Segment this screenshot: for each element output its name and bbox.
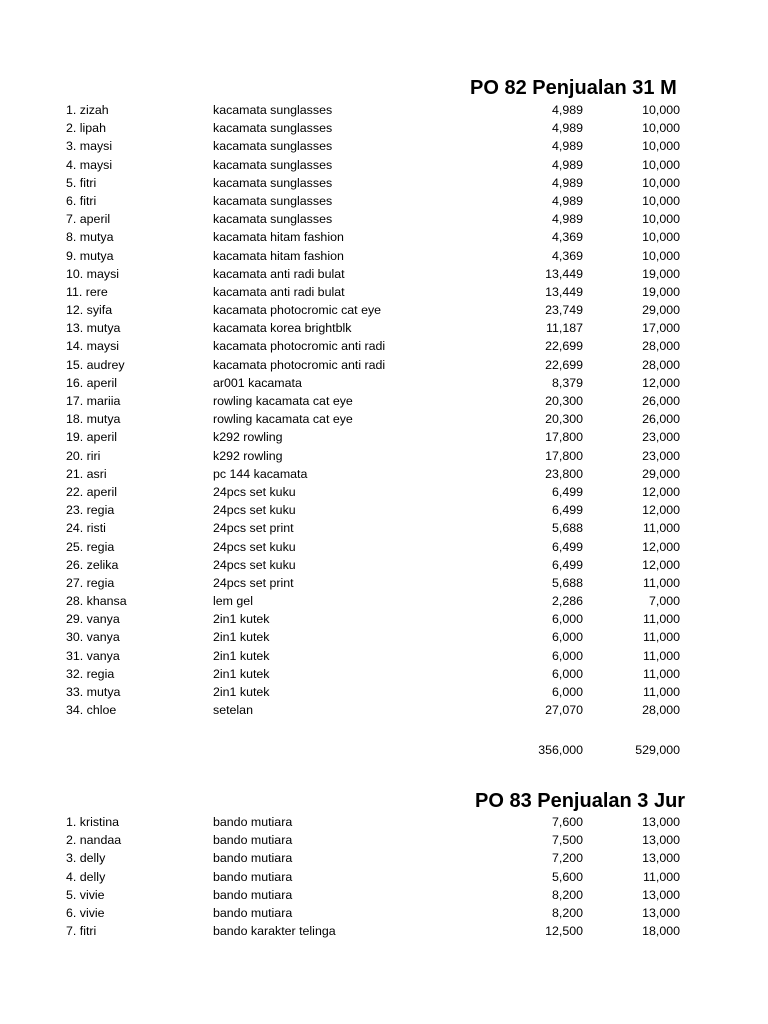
table-row [0, 447, 768, 465]
price-value: 29,000 [642, 303, 680, 318]
customer-name: 7. aperil [66, 212, 111, 227]
cost-value: 13,449 [545, 284, 583, 299]
cost-value: 27,070 [545, 703, 583, 718]
cost-value: 6,499 [551, 539, 583, 554]
po82-title: PO 82 Penjualan 31 M [470, 77, 677, 99]
customer-name: 16. aperil [66, 375, 117, 390]
price-value: 18,000 [642, 924, 680, 939]
table-row [0, 283, 768, 301]
table-row [0, 501, 768, 519]
price-value: 10,000 [642, 248, 680, 263]
customer-name: 29. vanya [66, 612, 120, 627]
price-value: 11,000 [643, 685, 680, 699]
price-value: 13,000 [642, 851, 680, 866]
table-row [0, 904, 768, 922]
price-value: 17,000 [642, 321, 680, 336]
table-row [0, 374, 768, 392]
customer-name: 15. audrey [66, 357, 125, 372]
cost-value: 8,379 [551, 375, 583, 390]
table-row [0, 392, 768, 410]
table-row [0, 101, 768, 119]
price-value: 12,000 [642, 484, 680, 499]
price-value: 10,000 [642, 193, 680, 208]
item-name: kacamata sunglasses [213, 121, 333, 136]
price-value: 7,000 [648, 594, 680, 609]
cost-value: 4,989 [551, 103, 583, 117]
cost-value: 6,000 [551, 648, 583, 663]
item-name: bando mutiara [213, 851, 293, 866]
price-value: 11,000 [643, 869, 680, 884]
customer-name: 6. vivie [66, 905, 105, 920]
table-row [0, 428, 768, 446]
item-name: kacamata photocromic anti radi [213, 357, 386, 372]
item-name: kacamata sunglasses [213, 157, 333, 172]
price-value: 12,000 [642, 539, 680, 554]
po82-total-cost: 356,000 [538, 743, 583, 757]
customer-name: 5. fitri [66, 175, 97, 190]
table-row [0, 228, 768, 246]
cost-value: 8,200 [551, 887, 583, 902]
cost-value: 13,449 [545, 266, 583, 281]
item-name: 24pcs set print [213, 521, 294, 536]
item-name: 24pcs set kuku [213, 539, 296, 554]
customer-name: 7. fitri [66, 924, 97, 939]
table-row [0, 192, 768, 210]
price-value: 13,000 [642, 905, 680, 920]
customer-name: 18. mutya [66, 412, 121, 427]
item-name: lem gel [213, 594, 253, 609]
item-name: 2in1 kutek [213, 630, 270, 645]
table-row [0, 628, 768, 646]
customer-name: 4. maysi [66, 157, 113, 172]
item-name: kacamata photocromic cat eye [213, 303, 382, 318]
item-name: 24pcs set kuku [213, 557, 296, 572]
customer-name: 32. regia [66, 666, 115, 681]
table-row [0, 647, 768, 665]
item-name: ar001 kacamata [213, 375, 302, 390]
table-row [0, 247, 768, 265]
cost-value: 7,600 [551, 815, 583, 829]
price-value: 10,000 [642, 157, 680, 172]
customer-name: 5. vivie [66, 887, 105, 902]
customer-name: 22. aperil [66, 484, 117, 499]
item-name: kacamata hitam fashion [213, 248, 344, 263]
cost-value: 20,300 [545, 412, 583, 427]
price-value: 28,000 [642, 339, 680, 354]
cost-value: 11,187 [546, 321, 583, 336]
item-name: setelan [213, 703, 253, 718]
customer-name: 27. regia [66, 575, 115, 590]
item-name: rowling kacamata cat eye [213, 412, 353, 427]
customer-name: 6. fitri [66, 193, 97, 208]
cost-value: 6,499 [551, 484, 583, 499]
price-value: 19,000 [642, 266, 680, 281]
item-name: kacamata sunglasses [213, 212, 333, 227]
table-row [0, 592, 768, 610]
customer-name: 9. mutya [66, 248, 114, 263]
customer-name: 14. maysi [66, 339, 120, 354]
table-row [0, 356, 768, 374]
price-value: 12,000 [642, 557, 680, 572]
price-value: 10,000 [642, 139, 680, 154]
customer-name: 31. vanya [66, 648, 120, 663]
cost-value: 8,200 [551, 905, 583, 920]
table-row [0, 831, 768, 849]
customer-name: 21. asri [66, 466, 107, 481]
price-value: 28,000 [642, 703, 680, 718]
cost-value: 23,800 [545, 466, 583, 481]
cost-value: 4,989 [551, 139, 583, 154]
table-row [0, 465, 768, 483]
cost-value: 5,600 [551, 869, 583, 884]
cost-value: 17,800 [545, 430, 583, 445]
cost-value: 5,688 [551, 575, 583, 590]
cost-value: 4,369 [551, 230, 583, 245]
item-name: bando mutiara [213, 815, 293, 829]
item-name: kacamata photocromic anti radi [213, 339, 386, 354]
cost-value: 6,000 [551, 630, 583, 645]
po82-rows [0, 101, 768, 719]
item-name: 2in1 kutek [213, 648, 270, 663]
customer-name: 13. mutya [66, 321, 121, 336]
price-value: 11,000 [643, 648, 680, 663]
price-value: 10,000 [642, 175, 680, 190]
cost-value: 22,699 [545, 357, 583, 372]
price-value: 12,000 [642, 375, 680, 390]
customer-name: 8. mutya [66, 230, 114, 245]
table-row [0, 574, 768, 592]
price-value: 13,000 [642, 833, 680, 848]
table-row [0, 137, 768, 155]
customer-name: 11. rere [66, 284, 108, 299]
cost-value: 7,200 [551, 851, 583, 866]
item-name: pc 144 kacamata [213, 466, 308, 481]
item-name: bando mutiara [213, 887, 293, 902]
table-row [0, 538, 768, 556]
po83-title: PO 83 Penjualan 3 Jur [475, 790, 686, 812]
price-value: 13,000 [642, 887, 680, 902]
po82-total-price: 529,000 [635, 743, 680, 757]
customer-name: 25. regia [66, 539, 115, 554]
table-row [0, 265, 768, 283]
cost-value: 6,499 [551, 557, 583, 572]
price-value: 10,000 [642, 212, 680, 227]
table-row [0, 813, 768, 831]
cost-value: 4,989 [551, 175, 583, 190]
table-row [0, 610, 768, 628]
item-name: kacamata sunglasses [213, 193, 333, 208]
cost-value: 6,000 [551, 612, 583, 627]
customer-name: 23. regia [66, 503, 115, 518]
price-value: 11,000 [643, 612, 680, 627]
item-name: kacamata anti radi bulat [213, 284, 345, 299]
cost-value: 5,688 [551, 521, 583, 536]
po83-rows [0, 813, 768, 940]
table-row [0, 665, 768, 683]
price-value: 11,000 [643, 575, 680, 590]
item-name: bando karakter telinga [213, 924, 336, 939]
customer-name: 4. delly [66, 869, 106, 884]
table-row [0, 886, 768, 904]
item-name: kacamata korea brightblk [213, 321, 352, 336]
table-row [0, 868, 768, 886]
customer-name: 12. syifa [66, 303, 113, 318]
cost-value: 4,369 [551, 248, 583, 263]
price-value: 12,000 [642, 503, 680, 518]
table-row [0, 683, 768, 701]
customer-name: 28. khansa [66, 594, 127, 609]
item-name: 2in1 kutek [213, 666, 270, 681]
table-row [0, 410, 768, 428]
cost-value: 4,989 [551, 212, 583, 227]
customer-name: 2. lipah [66, 121, 106, 136]
item-name: bando mutiara [213, 905, 293, 920]
table-row [0, 483, 768, 501]
table-row [0, 174, 768, 192]
table-row [0, 849, 768, 867]
price-value: 26,000 [642, 412, 680, 427]
item-name: kacamata anti radi bulat [213, 266, 345, 281]
table-row [0, 319, 768, 337]
customer-name: 24. risti [66, 521, 106, 536]
item-name: 24pcs set kuku [213, 484, 296, 499]
price-value: 10,000 [642, 103, 680, 117]
table-row [0, 519, 768, 537]
po82-totals-row [0, 741, 768, 759]
cost-value: 4,989 [551, 193, 583, 208]
price-value: 11,000 [643, 521, 680, 536]
customer-name: 17. mariia [66, 394, 121, 408]
cost-value: 4,989 [551, 157, 583, 172]
customer-name: 1. kristina [66, 815, 120, 829]
table-row [0, 156, 768, 174]
table-row [0, 922, 768, 940]
item-name: k292 rowling [213, 448, 283, 463]
table-row [0, 701, 768, 719]
item-name: 2in1 kutek [213, 612, 270, 627]
item-name: kacamata sunglasses [213, 103, 333, 117]
customer-name: 34. chloe [66, 703, 117, 718]
customer-name: 30. vanya [66, 630, 120, 645]
table-row [0, 337, 768, 355]
item-name: kacamata sunglasses [213, 175, 333, 190]
price-value: 10,000 [642, 121, 680, 136]
item-name: 2in1 kutek [213, 685, 270, 699]
cost-value: 2,286 [551, 594, 583, 609]
cost-value: 12,500 [545, 924, 583, 939]
table-row [0, 301, 768, 319]
cost-value: 23,749 [545, 303, 583, 318]
item-name: 24pcs set kuku [213, 503, 296, 518]
cost-value: 6,000 [551, 666, 583, 681]
price-value: 19,000 [642, 284, 680, 299]
customer-name: 19. aperil [66, 430, 117, 445]
item-name: bando mutiara [213, 833, 293, 848]
price-value: 28,000 [642, 357, 680, 372]
price-value: 23,000 [642, 430, 680, 445]
cost-value: 7,500 [551, 833, 583, 848]
price-value: 23,000 [642, 448, 680, 463]
item-name: rowling kacamata cat eye [213, 394, 353, 408]
cost-value: 22,699 [545, 339, 583, 354]
cost-value: 6,499 [551, 503, 583, 518]
customer-name: 1. zizah [66, 103, 109, 117]
item-name: bando mutiara [213, 869, 293, 884]
price-value: 11,000 [643, 666, 680, 681]
item-name: 24pcs set print [213, 575, 294, 590]
item-name: k292 rowling [213, 430, 283, 445]
cost-value: 6,000 [551, 685, 583, 699]
cost-value: 4,989 [551, 121, 583, 136]
price-value: 10,000 [642, 230, 680, 245]
customer-name: 10. maysi [66, 266, 120, 281]
price-value: 29,000 [642, 466, 680, 481]
price-value: 13,000 [642, 815, 680, 829]
customer-name: 26. zelika [66, 557, 119, 572]
customer-name: 20. riri [66, 448, 101, 463]
price-value: 26,000 [642, 394, 680, 408]
customer-name: 3. delly [66, 851, 106, 866]
price-value: 11,000 [643, 630, 680, 645]
table-row [0, 119, 768, 137]
item-name: kacamata sunglasses [213, 139, 333, 154]
customer-name: 33. mutya [66, 685, 121, 699]
item-name: kacamata hitam fashion [213, 230, 344, 245]
customer-name: 3. maysi [66, 139, 113, 154]
customer-name: 2. nandaa [66, 833, 122, 848]
cost-value: 20,300 [545, 394, 583, 408]
cost-value: 17,800 [545, 448, 583, 463]
table-row [0, 556, 768, 574]
table-row [0, 210, 768, 228]
